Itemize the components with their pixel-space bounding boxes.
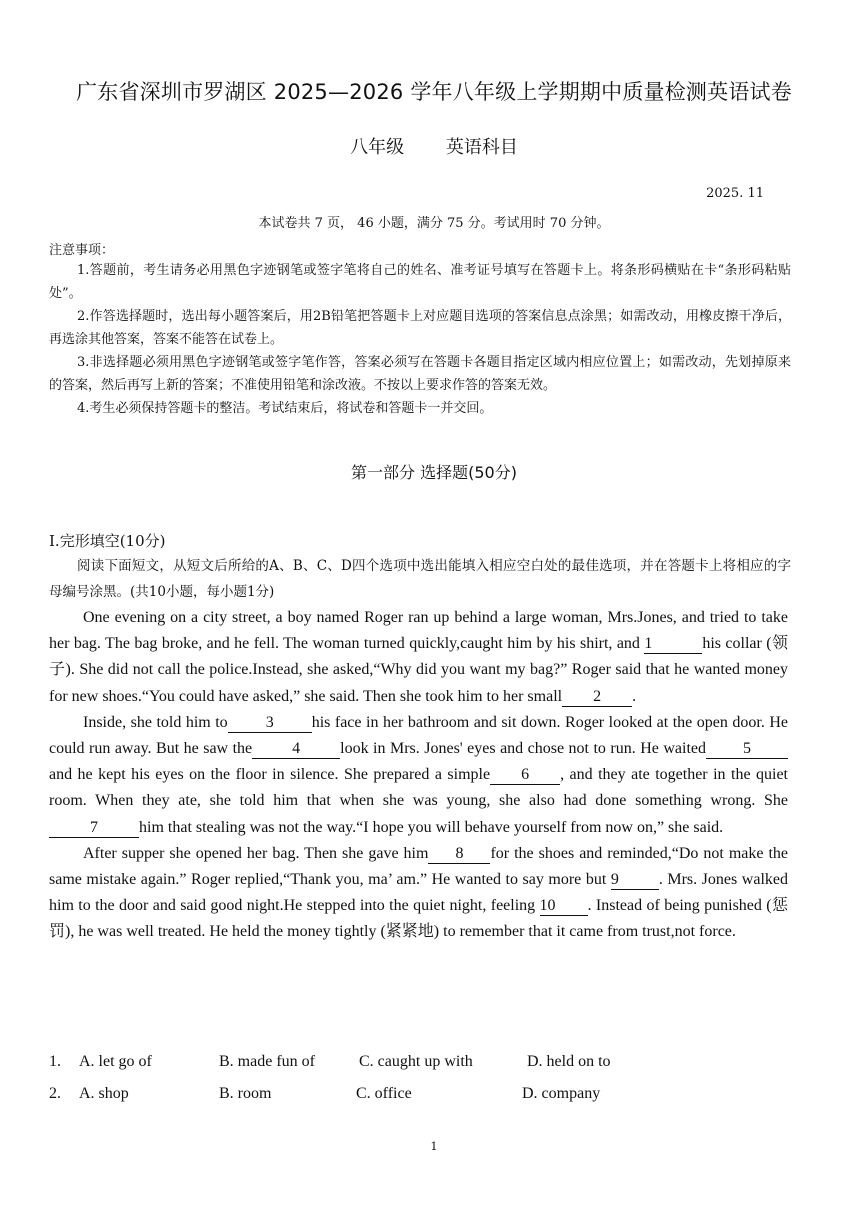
option-d[interactable]: D. held on to [527, 1053, 611, 1070]
passage-text: . Mrs. Jones walked him to the door and said good night.He stepped into the quiet night, feeling [49, 871, 788, 915]
blank-8: 8 [428, 845, 490, 864]
note-item-2: 2.作答选择题时，选出每小题答案后，用2B铅笔把答题卡上对应题目选项的答案信息点涂黑；如需改动，用橡皮擦干净后，再选涂其他答案，答案不能答在试卷上。 [49, 309, 791, 347]
passage-text: his collar (领子). She did not call the police.Instead, she asked,“Why did you want my bag?” Roger said that he wanted money for new shoes.“You could have asked,” she said. Then she took him to her small [49, 635, 788, 705]
passage-text: his face in her bathroom and sit down. Roger looked at the open door. He could run away. But he saw the [49, 713, 789, 758]
passage-text: look in Mrs. Jones' eyes and chose not to run. He waited [340, 740, 706, 758]
option-b[interactable]: B. made fun of [219, 1053, 315, 1070]
option-b[interactable]: B. room [219, 1085, 272, 1102]
passage-text: After supper she opened her bag. Then she gave him [83, 844, 429, 862]
blank-10: 10 [540, 897, 588, 916]
exam-info: 本试卷共 7 页， 46 小题，满分 75 分。考试用时 70 分钟。 [258, 216, 610, 231]
grade-subject-line [0, 133, 868, 159]
notes-title: 注意事项： [49, 243, 115, 258]
part-title: 第一部分 选择题(50分) [351, 463, 517, 482]
passage-text: , and they ate together in the quiet room. When they ate, she told him that when she was young, she also had done something wrong. She [49, 766, 789, 810]
note-item-4: 4.考生必须保持答题卡的整洁。考试结束后，将试卷和答题卡一并交回。 [77, 401, 493, 416]
subject-label: 英语科目 [445, 137, 518, 158]
passage-text: . Instead of being punished (惩罚), he was well treated. He held the money tightly (紧紧地) to remember that it came from trust,not force. [49, 897, 788, 941]
passage-paragraph-1 [49, 605, 788, 710]
passage-paragraph-3 [49, 841, 788, 946]
option-number: 1. [49, 1053, 61, 1070]
exam-date: 2025. 11 [706, 186, 764, 201]
blank-7: 7 [49, 819, 139, 838]
passage-text: and he kept his eyes on the floor in silence. She prepared a simple [49, 766, 491, 784]
blank-6: 6 [490, 766, 560, 785]
note-item-3: 3.非选择题必须用黑色字迹钢笔或签字笔作答，答案必须写在答题卡各题目指定区域内相应位置上；如需改动，先划掉原来的答案，然后再写上新的答案；不准使用铅笔和涂改液。不按以上要求作答的答案无效。 [49, 355, 791, 393]
option-a[interactable]: A. let go of [79, 1053, 152, 1070]
blank-9: 9 [611, 871, 659, 890]
section-title: I.完形填空(10分) [49, 532, 166, 550]
passage-text: . [632, 687, 637, 705]
option-number: 2. [49, 1085, 61, 1102]
option-a[interactable]: A. shop [79, 1085, 129, 1102]
option-d[interactable]: D. company [522, 1085, 601, 1102]
blank-3: 3 [228, 714, 312, 733]
exam-title: 广东省深圳市罗湖区 2025—2026 学年八年级上学期期中质量检测英语试卷 [76, 80, 792, 104]
blank-1: 1 [644, 635, 702, 654]
option-c[interactable]: C. office [356, 1085, 412, 1102]
section-directions: 阅读下面短文，从短文后所给的A、B、C、D四个选项中选出能填入相应空白处的最佳选项，并在答题卡上将相应的字母编号涂黑。(共10小题，每小题1分) [49, 558, 791, 600]
passage-text: Inside, she told him to [83, 713, 228, 731]
grade-label: 八年级 [350, 137, 405, 158]
passage-text: One evening on a city street, a boy named Roger ran up behind a large woman, Mrs.Jones, and tried to take her bag. The bag broke, and he fell. The woman turned quickly,caught him by his shirt, and [49, 609, 788, 653]
blank-2: 2 [562, 688, 632, 707]
option-c[interactable]: C. caught up with [359, 1053, 473, 1070]
page-number: 1 [430, 1140, 438, 1153]
blank-5: 5 [706, 740, 788, 759]
cloze-passage [49, 605, 788, 946]
passage-text: him that stealing was not the way.“I hope you will behave yourself from now on,” she said. [139, 818, 724, 836]
note-item-1: 1.答题前，考生请务必用黑色字迹钢笔或签字笔将自己的姓名、准考证号填写在答题卡上。将条形码横贴在卡“条形码粘贴处”。 [49, 263, 791, 301]
passage-text: for the shoes and reminded,“Do not make the same mistake again.” Roger replied,“Thank you, ma’ am.” He wanted to say more but [49, 844, 789, 889]
passage-paragraph-2 [49, 710, 788, 841]
blank-4: 4 [252, 740, 340, 759]
